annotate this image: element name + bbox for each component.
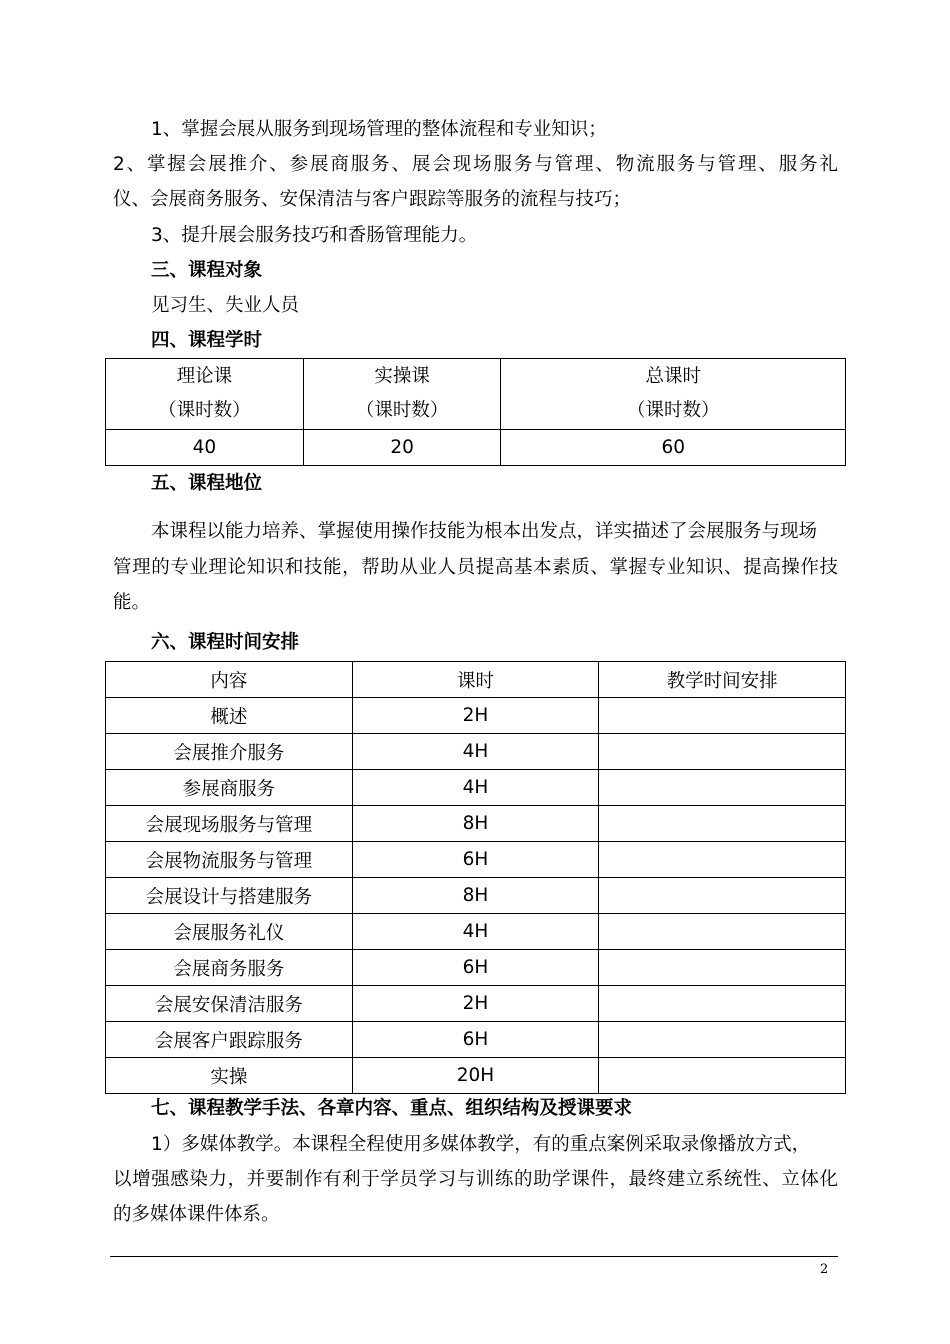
table-row bbox=[106, 1058, 846, 1094]
table-cell bbox=[599, 698, 846, 734]
table-cell: 8H bbox=[352, 878, 599, 914]
section-7-line-1: 1）多媒体教学。本课程全程使用多媒体教学，有的重点案例采取录像播放方式， bbox=[151, 1134, 811, 1155]
table-cell: 会展服务礼仪 bbox=[106, 914, 353, 950]
objective-item-2-line-1: 2、掌握会展推介、参展商服务、展会现场服务与管理、物流服务与管理、服务礼 bbox=[113, 154, 838, 175]
table-cell: 2H bbox=[352, 986, 599, 1022]
section-7-line-2: 以增强感染力，并要制作有利于学员学习与训练的助学课件，最终建立系统性、立体化 bbox=[113, 1169, 838, 1190]
table-header-cell: 课时 bbox=[352, 662, 599, 698]
table-cell: 60 bbox=[501, 430, 846, 466]
table-row bbox=[106, 950, 846, 986]
table-cell: 4H bbox=[352, 770, 599, 806]
table-cell bbox=[599, 986, 846, 1022]
table-header-cell bbox=[106, 359, 304, 430]
table-cell: 会展物流服务与管理 bbox=[106, 842, 353, 878]
table-cell: 6H bbox=[352, 1022, 599, 1058]
table-cell: 会展商务服务 bbox=[106, 950, 353, 986]
section-6-heading: 六、课程时间安排 bbox=[151, 632, 300, 653]
table-cell: 概述 bbox=[106, 698, 353, 734]
header-label: 理论课 bbox=[176, 366, 233, 387]
table-cell bbox=[599, 734, 846, 770]
table-cell: 会展客户跟踪服务 bbox=[106, 1022, 353, 1058]
table-row bbox=[106, 914, 846, 950]
table-row bbox=[106, 1022, 846, 1058]
table-cell: 参展商服务 bbox=[106, 770, 353, 806]
table-row bbox=[106, 698, 846, 734]
table-cell: 20H bbox=[352, 1058, 599, 1094]
section-3-body: 见习生、失业人员 bbox=[151, 295, 300, 316]
table-cell bbox=[599, 878, 846, 914]
table-row bbox=[106, 734, 846, 770]
table-cell: 2H bbox=[352, 698, 599, 734]
section-5-line-3: 能。 bbox=[113, 592, 151, 613]
table-cell: 8H bbox=[352, 806, 599, 842]
header-unit: （课时数） bbox=[355, 400, 449, 421]
section-5-line-1: 本课程以能力培养、掌握使用操作技能为根本出发点，详实描述了会展服务与现场 bbox=[151, 521, 818, 542]
header-unit: （课时数） bbox=[158, 400, 251, 421]
table-cell: 实操 bbox=[106, 1058, 353, 1094]
section-4-heading: 四、课程学时 bbox=[151, 330, 263, 351]
table-row bbox=[106, 842, 846, 878]
header-label: 实操课 bbox=[374, 366, 430, 387]
section-3-heading: 三、课程对象 bbox=[151, 260, 263, 281]
table-header-cell bbox=[303, 359, 501, 430]
section-7-heading: 七、课程教学手法、各章内容、重点、组织结构及授课要求 bbox=[151, 1098, 633, 1119]
class-hours-table bbox=[105, 358, 846, 466]
table-cell: 会展安保清洁服务 bbox=[106, 986, 353, 1022]
table-row bbox=[106, 986, 846, 1022]
table-cell bbox=[599, 914, 846, 950]
table-cell: 4H bbox=[352, 914, 599, 950]
section-5-line-2: 管理的专业理论知识和技能，帮助从业人员提高基本素质、掌握专业知识、提高操作技 bbox=[113, 557, 838, 578]
table-cell: 20 bbox=[303, 430, 501, 466]
table-cell bbox=[599, 806, 846, 842]
footer-divider bbox=[110, 1256, 838, 1257]
table-cell bbox=[599, 770, 846, 806]
table-header-cell bbox=[501, 359, 846, 430]
page-number: 2 bbox=[820, 1262, 829, 1277]
table-cell: 40 bbox=[106, 430, 304, 466]
section-7-line-3: 的多媒体课件体系。 bbox=[113, 1204, 280, 1225]
table-cell: 4H bbox=[352, 734, 599, 770]
header-label: 总课时 bbox=[645, 366, 701, 387]
table-cell bbox=[599, 1058, 846, 1094]
section-5-heading: 五、课程地位 bbox=[151, 473, 263, 494]
table-header-cell: 教学时间安排 bbox=[599, 662, 846, 698]
table-cell bbox=[599, 950, 846, 986]
table-row bbox=[106, 770, 846, 806]
objective-item-2-line-2: 仪、会展商务服务、安保清洁与客户跟踪等服务的流程与技巧； bbox=[113, 189, 632, 210]
table-header-cell: 内容 bbox=[106, 662, 353, 698]
table-cell: 会展设计与搭建服务 bbox=[106, 878, 353, 914]
table-cell: 会展现场服务与管理 bbox=[106, 806, 353, 842]
objective-item-1: 1、掌握会展从服务到现场管理的整体流程和专业知识； bbox=[151, 119, 607, 140]
table-cell: 6H bbox=[352, 842, 599, 878]
table-header-row bbox=[106, 662, 846, 698]
schedule-table bbox=[105, 661, 846, 1094]
table-cell bbox=[599, 1022, 846, 1058]
table-cell: 会展推介服务 bbox=[106, 734, 353, 770]
table-header-row bbox=[106, 359, 846, 430]
header-unit: （课时数） bbox=[626, 400, 720, 421]
table-row bbox=[106, 878, 846, 914]
table-cell: 6H bbox=[352, 950, 599, 986]
objective-item-3: 3、提升展会服务技巧和香肠管理能力。 bbox=[151, 225, 478, 246]
table-row bbox=[106, 430, 846, 466]
table-row bbox=[106, 806, 846, 842]
table-cell bbox=[599, 842, 846, 878]
